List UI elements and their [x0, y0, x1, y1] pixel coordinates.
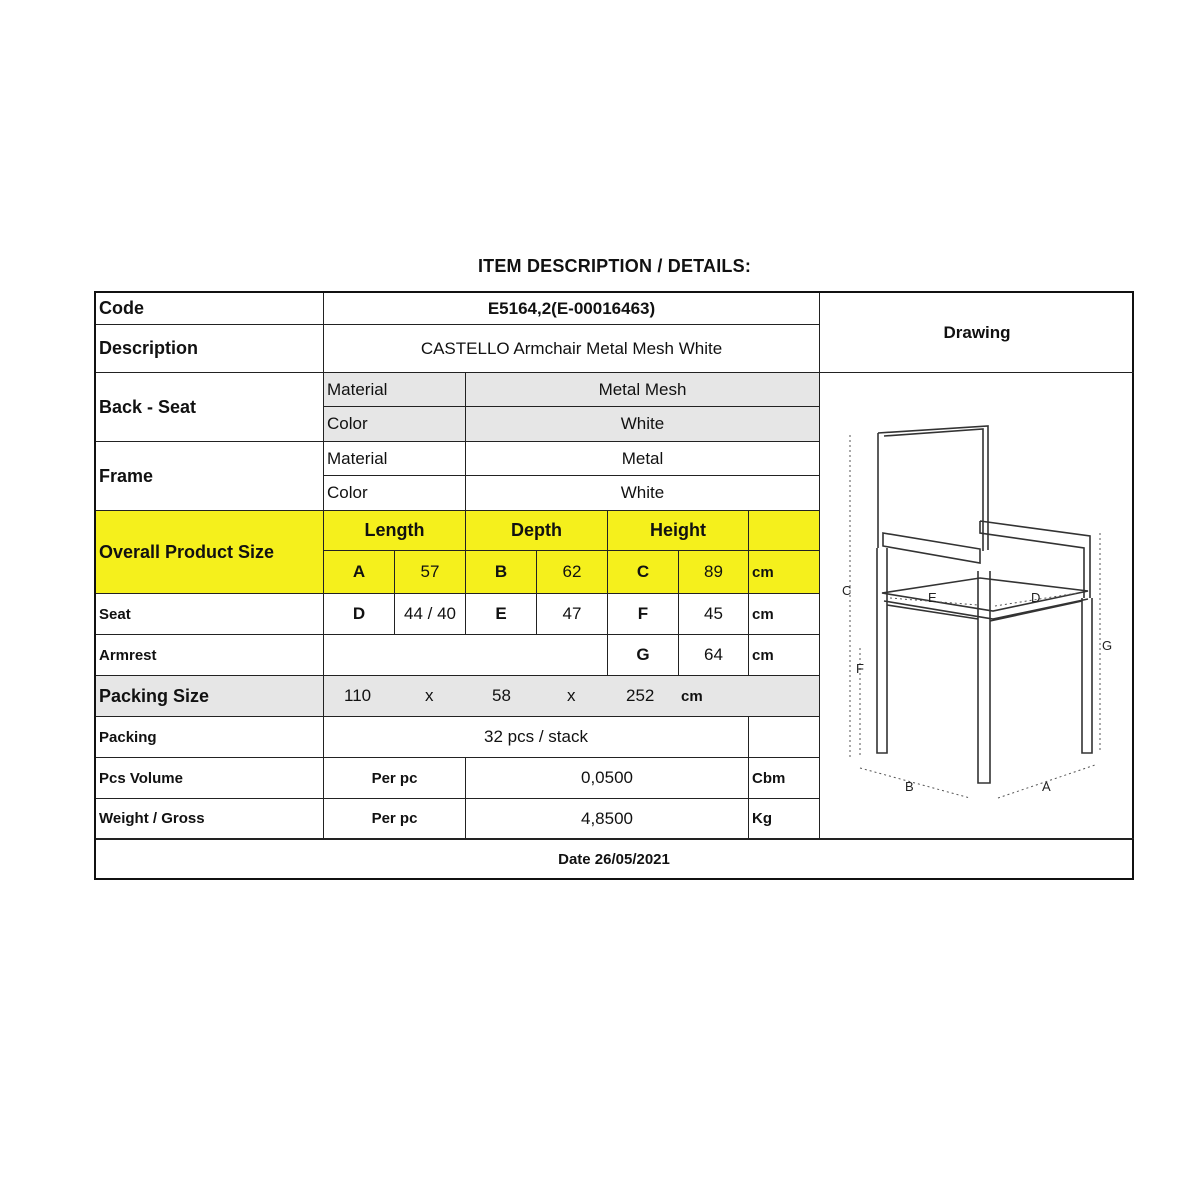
packing-size-label: Packing Size [96, 676, 324, 717]
overall-size-label: Overall Product Size [96, 511, 324, 594]
code-label: Code [96, 293, 324, 325]
packing-size-length: 110 [344, 686, 372, 705]
armrest-label: Armrest [96, 635, 324, 676]
drawing-letter-g: G [1102, 638, 1113, 653]
drawing-letter-b: B [905, 779, 914, 794]
dim-f-letter: F [608, 594, 679, 635]
pcs-volume-unit: Cbm [749, 758, 820, 799]
description-value: CASTELLO Armchair Metal Mesh White [324, 325, 820, 373]
dim-b-value: 62 [537, 551, 608, 594]
frame-color-value: White [466, 476, 820, 511]
back-seat-material-label: Material [324, 373, 466, 407]
dim-f-value: 45 [679, 594, 749, 635]
weight-unit: Kg [749, 799, 820, 839]
back-seat-color-label: Color [324, 407, 466, 442]
packing-size-unit: cm [681, 687, 703, 705]
sheet-title: ITEM DESCRIPTION / DETAILS: [477, 256, 752, 276]
seat-label: Seat [96, 594, 324, 635]
dim-g-letter: G [608, 635, 679, 676]
armrest-blank [324, 635, 608, 676]
description-label: Description [96, 325, 324, 373]
weight-value: 4,8500 [466, 799, 749, 839]
dim-c-letter: C [608, 551, 679, 594]
packing-size-x2: x [567, 686, 576, 705]
pcs-volume-per: Per pc [324, 758, 466, 799]
dim-e-letter: E [466, 594, 537, 635]
frame-label: Frame [96, 442, 324, 511]
drawing-letter-e: E [928, 590, 937, 605]
chair-drawing [820, 373, 1134, 839]
height-header: Height [608, 511, 749, 551]
packing-size-x1: x [425, 686, 434, 705]
frame-material-value: Metal [466, 442, 820, 476]
packing-label: Packing [96, 717, 324, 758]
spec-sheet [94, 291, 1134, 880]
dim-a-letter: A [324, 551, 395, 594]
packing-size-width: 58 [492, 686, 511, 705]
frame-material-label: Material [324, 442, 466, 476]
date-footer: Date 26/05/2021 [96, 839, 1132, 878]
frame-color-label: Color [324, 476, 466, 511]
dim-e-value: 47 [537, 594, 608, 635]
back-seat-material-value: Metal Mesh [466, 373, 820, 407]
pcs-volume-value: 0,0500 [466, 758, 749, 799]
back-seat-color-value: White [466, 407, 820, 442]
pcs-volume-label: Pcs Volume [96, 758, 324, 799]
depth-header: Depth [466, 511, 608, 551]
back-seat-label: Back - Seat [96, 373, 324, 442]
overall-unit: cm [749, 551, 820, 594]
dim-g-value: 64 [679, 635, 749, 676]
dim-b-letter: B [466, 551, 537, 594]
length-header: Length [324, 511, 466, 551]
code-value: E5164,2(E-00016463) [324, 293, 820, 325]
drawing-letter-d: D [1031, 590, 1041, 605]
weight-per: Per pc [324, 799, 466, 839]
drawing-letter-f: F [856, 661, 864, 676]
drawing-area [820, 373, 1134, 839]
dim-d-letter: D [324, 594, 395, 635]
packing-unit-blank [749, 717, 820, 758]
weight-label: Weight / Gross [96, 799, 324, 839]
drawing-letter-c: C [842, 583, 852, 598]
drawing-letter-a: A [1042, 779, 1051, 794]
unit-header-blank [749, 511, 820, 551]
packing-size-height: 252 [626, 686, 655, 705]
drawing-header: Drawing [820, 293, 1134, 373]
dim-a-value: 57 [395, 551, 466, 594]
dim-d-value: 44 / 40 [395, 594, 466, 635]
armrest-unit: cm [749, 635, 820, 676]
dim-c-value: 89 [679, 551, 749, 594]
packing-size-row [324, 676, 820, 717]
packing-value: 32 pcs / stack [324, 717, 749, 758]
seat-unit: cm [749, 594, 820, 635]
